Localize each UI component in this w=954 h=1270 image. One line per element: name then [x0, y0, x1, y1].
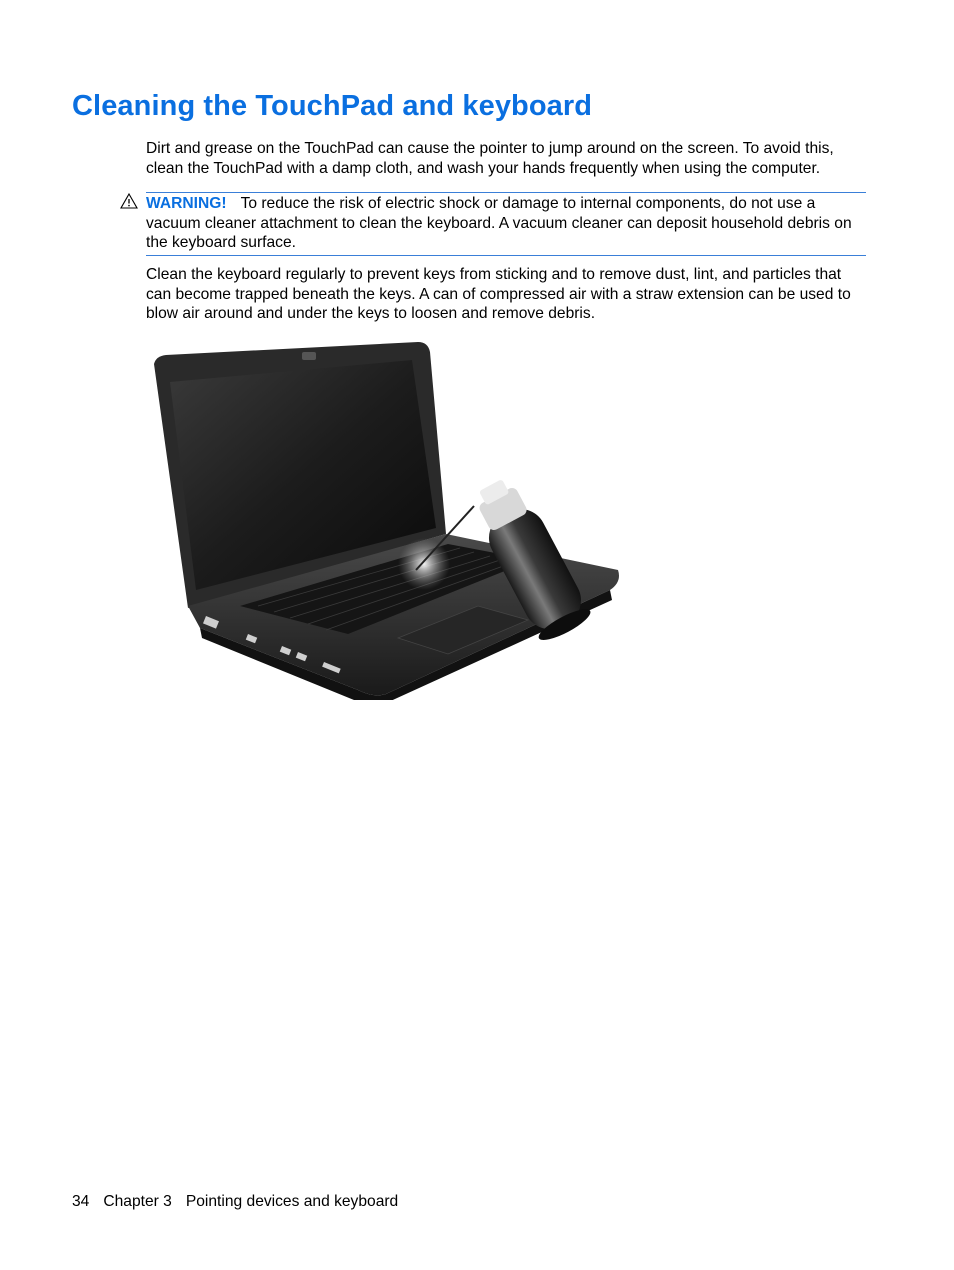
- laptop-compressed-air-illustration: [148, 338, 624, 700]
- webcam: [302, 352, 316, 360]
- page-title: Cleaning the TouchPad and keyboard: [72, 90, 593, 122]
- page-number: 34: [72, 1193, 90, 1210]
- keyboard-cleaning-paragraph: Clean the keyboard regularly to prevent keys from sticking and to remove dust, lint, and particles that can become trapped beneath the keys. A can of compressed air with a straw extension can be used to blow air around and under the keys to loosen and remove debris.: [146, 266, 851, 322]
- warning-label: WARNING!: [146, 195, 227, 212]
- warning-text: To reduce the risk of electric shock or damage to internal components, do not use a vacuum cleaner attachment to clean the keyboard. A vacuum cleaner can deposit household debris on the keyboard surface.: [146, 195, 852, 251]
- chapter-label: Chapter 3: [103, 1193, 172, 1210]
- touchpad-cleaning-paragraph: Dirt and grease on the TouchPad can cause the pointer to jump around on the screen. To avoid this, clean the TouchPad with a damp cloth, and wash your hands frequently when using the computer.: [146, 140, 834, 177]
- page-footer: [72, 1193, 412, 1211]
- air-spray-burst: [398, 538, 450, 590]
- warning-triangle-icon: [120, 193, 138, 209]
- chapter-title: Pointing devices and keyboard: [185, 1193, 399, 1210]
- warning-notice: [146, 192, 866, 256]
